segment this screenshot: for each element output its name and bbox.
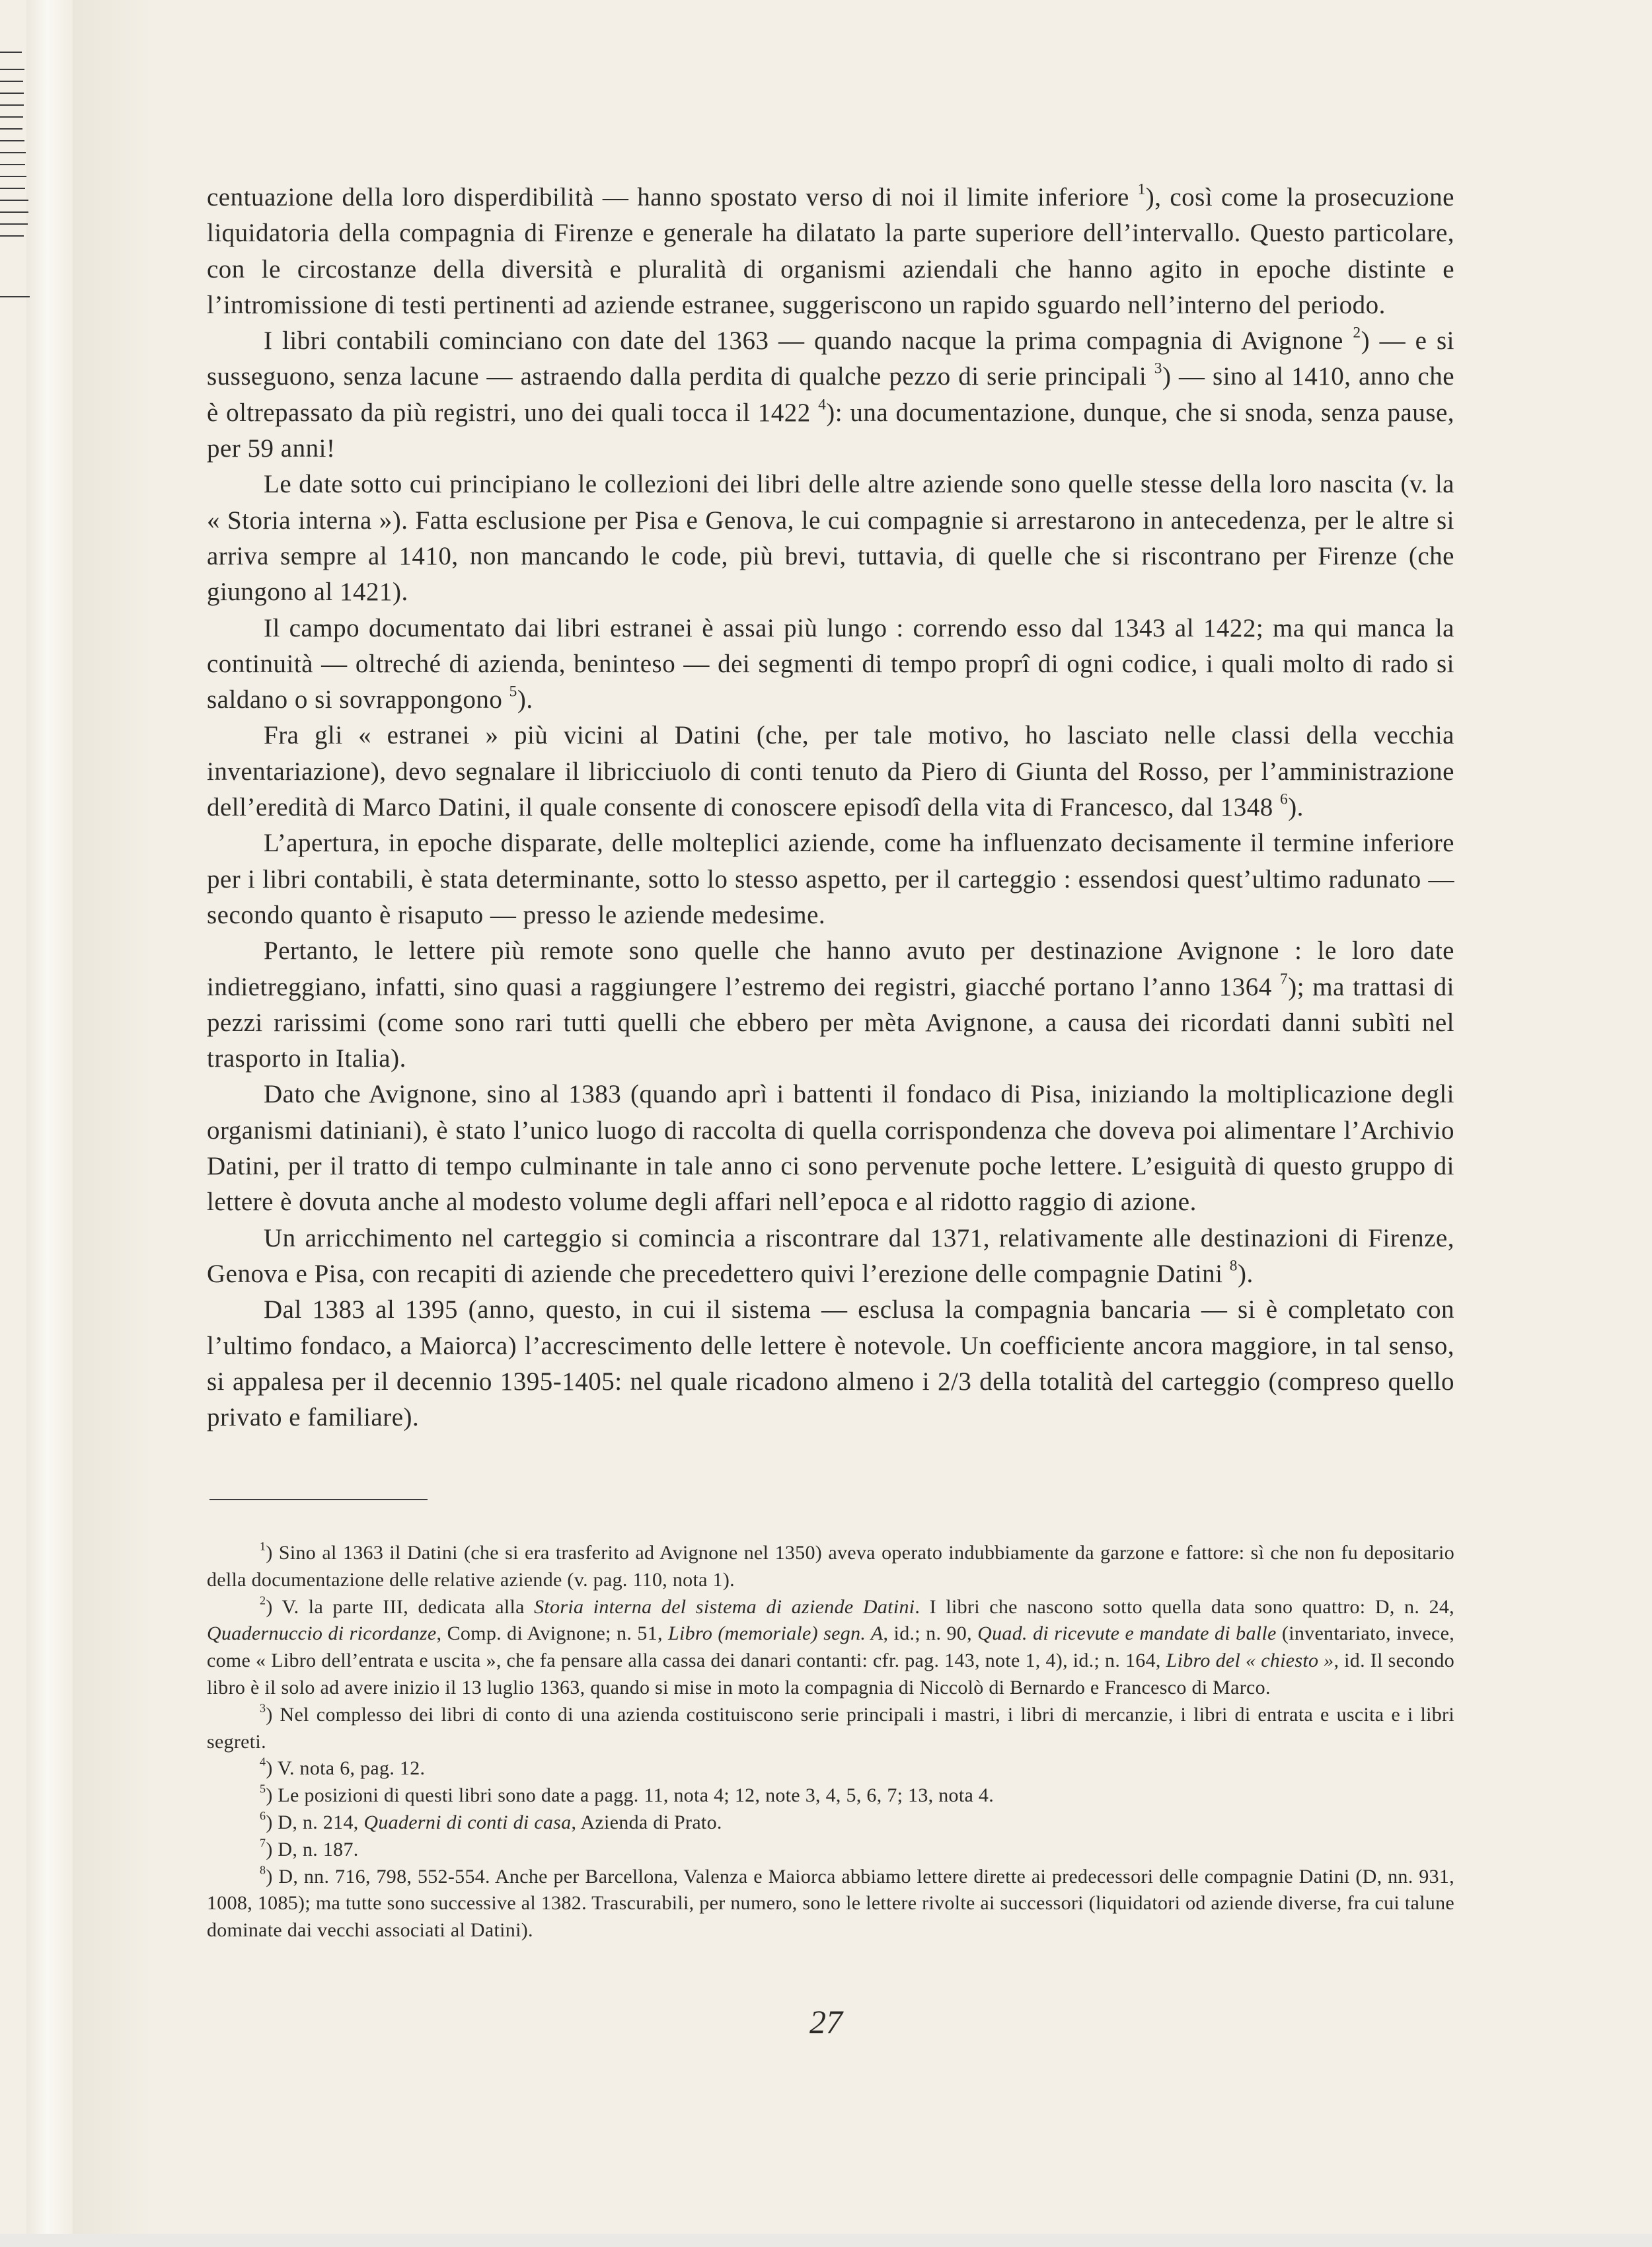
footnote	[207, 1809, 1454, 1837]
text-run: ) — e si susseguono, senza lacune — astraendo dalla perdita di qualche pezzo di serie principali	[207, 326, 1454, 391]
body-paragraph	[207, 1221, 1454, 1293]
footnote-ref: 4	[818, 396, 827, 414]
footnote-ref: 5	[509, 683, 517, 701]
footnote-ref: 2	[1353, 324, 1361, 342]
text-run: ) V. la parte III, dedicata alla	[266, 1595, 535, 1618]
footnote	[207, 1755, 1454, 1782]
margin-tick	[0, 211, 28, 213]
text-run: Il campo documentato dai libri estranei è assai più lungo : correndo esso dal 1343 al 1422; ma qui manca la continuità — oltreché di azienda, beninteso — dei segmenti di tempo proprî di ogni codice, i quali molto di rado si saldano o si sovrappongono	[207, 613, 1454, 714]
margin-tick	[0, 164, 25, 165]
italic-title: Storia interna del sistema di aziende Datini	[534, 1595, 915, 1618]
text-run: Un arricchimento nel carteggio si comincia a riscontrare dal 1371, relativamente alle destinazioni di Firenze, Genova e Pisa, con recapiti di aziende che precedettero quivi l’erezione delle compagnie Datini	[207, 1223, 1454, 1288]
text-run: ); ma trattasi di pezzi rarissimi (come sono rari tutti quelli che ebbero per mèta Avignone, a causa dei ricordati danni subìti nel trasporto in Italia).	[207, 972, 1454, 1073]
text-run: Dato che Avignone, sino al 1383 (quando aprì i battenti il fondaco di Pisa, iniziando la moltiplicazione degli organismi datiniani), è stato l’unico luogo di raccolta di quella corrispondenza che doveva poi alimentare l’Archivio Datini, per il tratto di tempo culminante in tale anno ci sono pervenute poche lettere. L’esiguità di questo gruppo di lettere è dovuta anche al modesto volume degli affari nell’epoca e al ridotto raggio di azione.	[207, 1080, 1454, 1217]
body-paragraph	[207, 611, 1454, 718]
text-run: ) Sino al 1363 il Datini (che si era trasferito ad Avignone nel 1350) aveva operato indubbiamente da garzone e fattore: sì che non fu depositario della documentazione delle relative aziende (v. pag. 110, nota 1).	[207, 1542, 1454, 1591]
footnote	[207, 1594, 1454, 1702]
margin-ruler-ticks	[0, 0, 33, 2247]
text-run: ) V. nota 6, pag. 12.	[266, 1757, 426, 1780]
text-run: ).	[1237, 1259, 1254, 1288]
text-run: ) D, nn. 716, 798, 552-554. Anche per Barcellona, Valenza e Maiorca abbiamo lettere dirette ai predecessori delle compagnie Datini (D, nn. 931, 1008, 1085); ma tutte sono successive al 1382. Trascurabili, per numero, sono le lettere rivolte ai successori (liquidatori od aziende diverse, fra cui talune dominate dai vecchi associati al Datini).	[207, 1865, 1454, 1942]
text-run: ) D, n. 187.	[266, 1838, 359, 1860]
margin-tick	[0, 176, 26, 177]
footnote-ref: 7	[260, 1836, 266, 1850]
text-run: . I libri che nascono sotto quella data sono quattro: D, n. 24,	[915, 1595, 1454, 1618]
italic-title: Libro del « chiesto »	[1166, 1650, 1334, 1672]
footnote-ref: 3	[260, 1701, 266, 1715]
footnote	[207, 1540, 1454, 1594]
body-paragraph	[207, 718, 1454, 825]
body-paragraph	[207, 467, 1454, 610]
text-run: ) Le posizioni di questi libri sono date a pagg. 11, nota 4; 12, note 3, 4, 5, 6, 7; 13, nota 4.	[266, 1784, 995, 1807]
text-run: ).	[517, 685, 533, 714]
text-run: ) — sino al 1410, anno che è oltrepassato da più registri, uno dei quali tocca il 1422	[207, 362, 1455, 427]
page-gutter	[26, 0, 73, 2247]
margin-tick	[0, 69, 24, 70]
margin-tick	[0, 104, 24, 106]
margin-tick	[0, 296, 30, 297]
footnote-ref: 6	[260, 1809, 266, 1823]
body-paragraph	[207, 933, 1454, 1077]
margin-tick	[0, 152, 26, 153]
footnote-ref: 7	[1280, 970, 1289, 987]
text-run: , Comp. di Avignone; n. 51,	[436, 1622, 669, 1645]
italic-title: Quadernuccio di ricordanze	[207, 1622, 437, 1645]
italic-title: Quad. di ricevute e mandate di balle	[977, 1622, 1277, 1645]
margin-tick	[0, 93, 24, 94]
text-run: , id.; n. 90,	[883, 1622, 978, 1645]
italic-title: Quaderni di conti di casa	[363, 1811, 572, 1833]
text-run: centuazione della loro disperdibilità — hanno spostato verso di noi il limite inferiore	[207, 183, 1138, 211]
text-run: I libri contabili cominciano con date del 1363 — quando nacque la prima compagnia di Avignone	[264, 326, 1353, 356]
footnotes	[207, 1540, 1454, 1944]
footnote-ref: 3	[1154, 360, 1162, 377]
footnote-ref: 8	[260, 1863, 266, 1877]
margin-tick	[0, 223, 28, 225]
body-paragraph	[207, 323, 1454, 467]
text-run: ), così come la prosecuzione liquidatoria della compagnia di Firenze e generale ha dilatato la parte superiore dell’intervallo. Questo particolare, con le circostanze della diversità e pluralità di organismi aziendali che hanno agito in epoche distinte e l’intromissione di testi pertinenti ad aziende estranee, suggeriscono un rapido sguardo nell’interno del periodo.	[207, 183, 1454, 319]
footnote-ref: 5	[260, 1782, 266, 1796]
margin-tick	[0, 235, 24, 237]
margin-tick	[0, 81, 23, 82]
page-bottom-edge	[0, 2234, 1652, 2247]
footnote-ref: 8	[1229, 1257, 1238, 1275]
footnote	[207, 1702, 1454, 1756]
margin-tick	[0, 128, 22, 130]
margin-tick	[0, 140, 24, 141]
footnote-ref: 4	[260, 1755, 266, 1769]
footnote-ref: 1	[260, 1539, 266, 1553]
footnote	[207, 1837, 1454, 1864]
footnote	[207, 1864, 1454, 1944]
footnote-ref: 2	[260, 1593, 266, 1607]
text-run: Le date sotto cui principiano le collezioni dei libri delle altre aziende sono quelle stesse della loro nascita (v. la « Storia interna »). Fatta esclusione per Pisa e Genova, le cui compagnie si arrestarono in antecedenza, per le altre si arriva sempre al 1410, non mancando le code, più brevi, tuttavia, di quelle che si riscontrano per Firenze (che giungono al 1421).	[207, 470, 1454, 607]
text-run: Dal 1383 al 1395 (anno, questo, in cui il sistema — esclusa la compagnia bancaria — si è completato con l’ultimo fondaco, a Maiorca) l’accrescimento delle lettere è notevole. Un coefficiente ancora maggiore, in tal senso, si appalesa per il decennio 1395-1405: nel quale ricadono almeno i 2/3 della totalità del carteggio (compreso quello privato e familiare).	[207, 1295, 1454, 1432]
text-run: Pertanto, le lettere più remote sono quelle che hanno avuto per destinazione Avignone : le loro date indietreggiano, infatti, sino quasi a raggiungere l’estremo dei registri, giacché portano l’anno 1364	[207, 936, 1454, 1001]
body-paragraph	[207, 1292, 1454, 1435]
margin-tick	[0, 52, 22, 53]
margin-tick	[0, 200, 28, 201]
text-run: ) D, n. 214,	[266, 1811, 364, 1833]
margin-tick	[0, 116, 23, 118]
footnote	[207, 1782, 1454, 1809]
italic-title: Libro (memoriale) segn. A	[668, 1622, 883, 1645]
body-paragraph	[207, 1077, 1454, 1220]
footnote-ref: 6	[1279, 790, 1289, 808]
body-paragraph	[207, 180, 1454, 323]
text-run: L’apertura, in epoche disparate, delle molteplici aziende, come ha influenzato decisamente il termine inferiore per i libri contabili, è stata determinante, sotto lo stesso aspetto, per il carteggio : essendosi quest’ultimo radunato — secondo quanto è risaputo — presso le aziende medesime.	[207, 829, 1454, 929]
text-run: (inventariato, invece, come « Libro dell’entrata e uscita », che fa pensare alla cassa dei danari contanti: cfr. pag. 143, note 1, 4), id.; n. 164,	[207, 1622, 1455, 1672]
text-run: ) Nel complesso dei libri di conto di una azienda costituiscono serie principali i mastri, i libri di mercanzie, i libri di entrata e uscita e i libri segreti.	[207, 1703, 1454, 1753]
text-run: ): una documentazione, dunque, che si snoda, senza pause, per 59 anni!	[207, 398, 1455, 463]
gutter-shadow	[73, 0, 152, 2247]
main-text-body	[207, 180, 1454, 1435]
footnote-ref: 1	[1137, 180, 1146, 198]
text-run: , id. Il secondo libro è il solo ad avere inizio il 13 luglio 1363, quando si mise in moto la compagnia di Niccolò di Bernardo e Francesco di Marco.	[207, 1650, 1454, 1698]
text-run: , Azienda di Prato.	[571, 1811, 722, 1833]
page-number: 27	[809, 2003, 843, 2040]
margin-tick	[0, 188, 25, 189]
text-run: Fra gli « estranei » più vicini al Datini (che, per tale motivo, ho lasciato nelle classi della vecchia inventariazione), devo segnalare il libricciuolo di conti tenuto da Piero di Giunta del Rosso, per l’amministrazione dell’eredità di Marco Datini, il quale consente di conoscere episodî della vita di Francesco, dal 1348	[207, 721, 1454, 822]
footnote-separator	[209, 1499, 428, 1500]
text-run: ).	[1288, 793, 1304, 822]
body-paragraph	[207, 825, 1454, 933]
